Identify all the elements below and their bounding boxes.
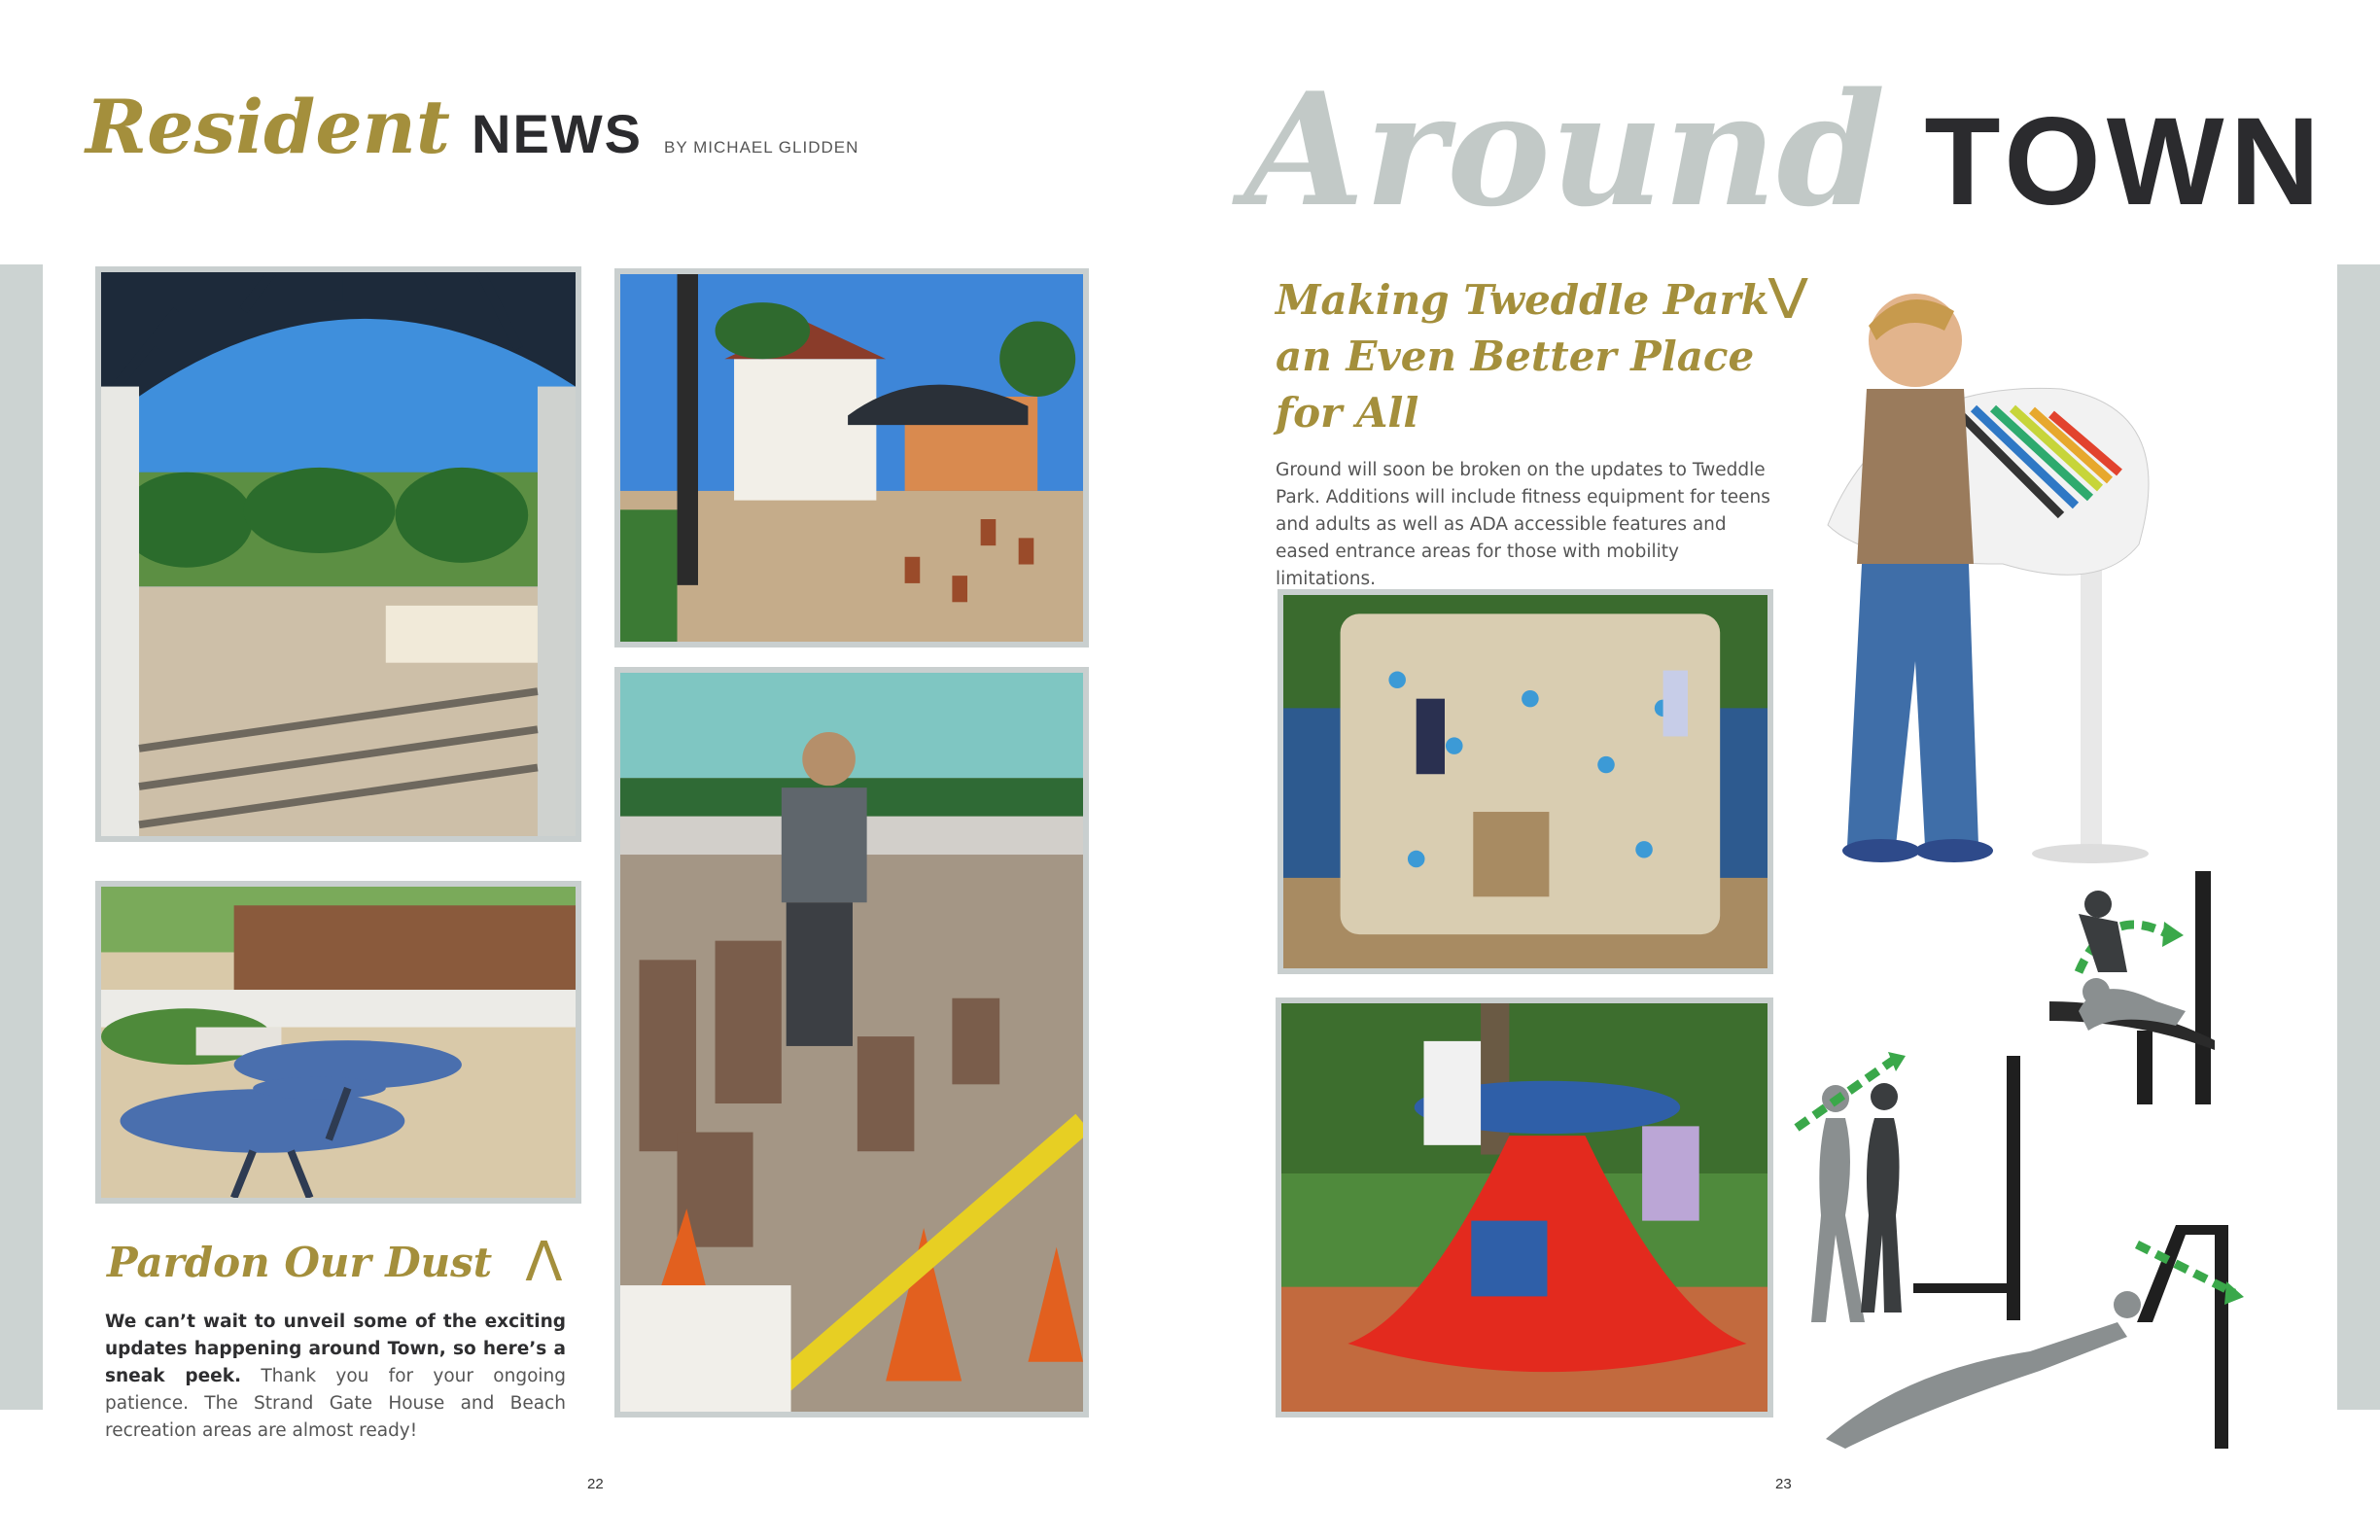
climbing-wall-photo <box>1278 589 1773 974</box>
news-heading: NEWS <box>472 103 644 164</box>
left-header <box>86 84 858 181</box>
page-number-left: 22 <box>587 1476 604 1492</box>
pergola-construction-photo <box>95 266 581 842</box>
caret-up-icon: Λ <box>525 1231 563 1294</box>
around-heading: Around <box>1243 58 1886 241</box>
pardon-body-text <box>105 1309 566 1445</box>
gate-house-photo <box>614 268 1089 648</box>
boy-xylophone-photo <box>1808 272 2178 875</box>
right-header <box>1243 58 2326 241</box>
left-side-bar <box>0 264 43 1410</box>
tweddle-title-line-1: Making Tweddle Park <box>1276 276 1769 324</box>
page-number-right: 23 <box>1775 1476 1792 1492</box>
right-side-bar <box>2337 264 2380 1410</box>
caret-down-icon: V <box>1768 268 1809 332</box>
tweddle-title-line-3: for All <box>1276 389 1419 437</box>
body-regular-text: Thank you for your ongoing patience. The Strand Gate House and Beach recreation areas are almost ready! <box>105 1366 566 1441</box>
pardon-title-row <box>107 1231 563 1294</box>
tweddle-title-line-2: an Even Better Place <box>1276 332 1755 380</box>
pardon-our-dust-title: Pardon Our Dust <box>107 1238 493 1286</box>
byline: BY MICHAEL GLIDDEN <box>664 138 859 157</box>
tweddle-title-block <box>1276 272 1781 441</box>
picnic-area-photo <box>95 881 581 1204</box>
town-heading: TOWN <box>1924 92 2326 231</box>
fitness-equipment-illustration <box>1787 865 2312 1458</box>
bricklayer-photo <box>614 667 1089 1418</box>
resident-heading: Resident <box>86 84 451 170</box>
body-bold-intro: We can’t wait to unveil some of the exciting updates happening around Town, so here’s a sneak peek. <box>105 1312 566 1386</box>
spinner-photo <box>1276 998 1773 1418</box>
tweddle-body-text: Ground will soon be broken on the updates to Tweddle Park. Additions will include fitness equipment for teens and adults as well as ADA accessible features and eased entrance areas for those with mobility limitations. <box>1276 460 1770 589</box>
